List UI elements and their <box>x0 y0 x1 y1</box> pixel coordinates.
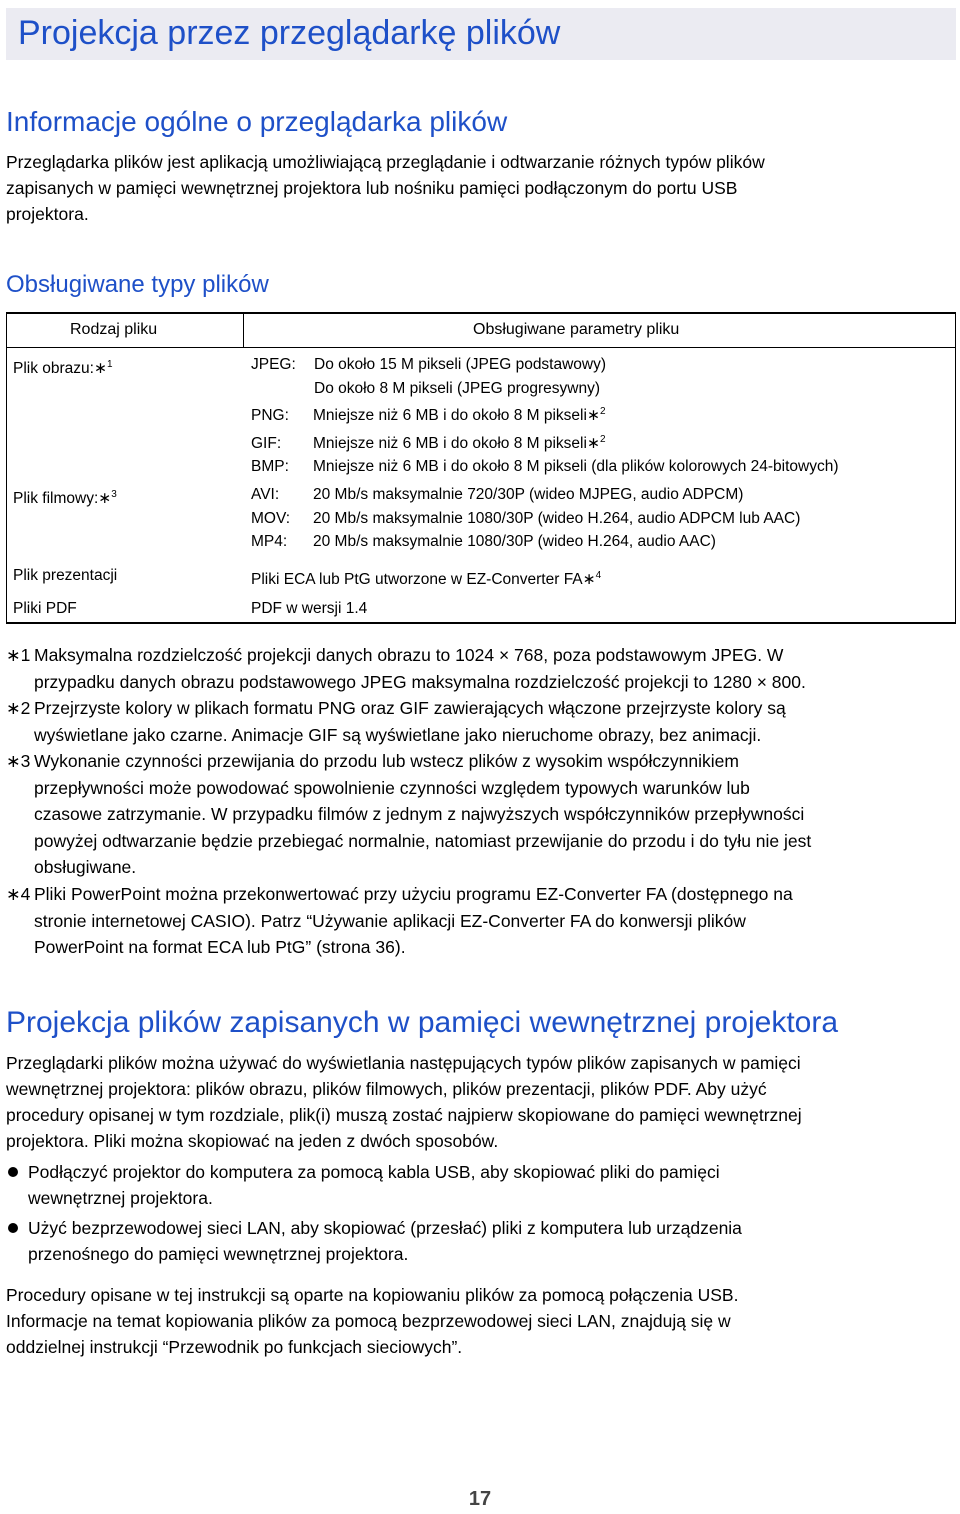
intro-paragraph <box>6 149 956 227</box>
bullet-icon <box>8 1223 18 1233</box>
section-heading-internal-memory: Projekcja plików zapisanych w pamięci wewnętrznej projektora <box>6 1006 839 1039</box>
param-line: AVI: 20 Mb/s maksymalnie 720/30P (wideo MJPEG, audio ADPCM) <box>251 486 744 503</box>
file-types-table <box>6 312 956 624</box>
param-line: BMP: Mniejsze niż 6 MB i do około 8 M pikseli (dla plików kolorowych 24-bitowych) <box>251 458 839 476</box>
footnote-1: ∗1 Maksymalna rozdzielczość projekcji danych obrazu to 1024 × 768, poza podstawowym JPEG. W przypadku danych obrazu podstawowego JPEG maksymalna rozdzielczość projekcji to 1280 × 800. <box>6 645 806 692</box>
intro-line: projektora. <box>6 204 89 224</box>
param-line: JPEG: Do około 15 M pikseli (JPEG podstawowy) <box>251 356 607 373</box>
col-header-type: Rodzaj pliku <box>70 321 158 338</box>
title-bar <box>6 8 956 60</box>
row-type-pdf: Pliki PDF <box>13 600 77 617</box>
row-params-presentation: Pliki ECA lub PtG utworzone w EZ-Converter FA∗$^4$ <box>251 570 602 589</box>
footnote-2: ∗2 Przejrzyste kolory w plikach formatu PNG oraz GIF zawierających włączone przejrzyste kolory są wyświetlane jako czarne. Animacje GIF są wyświetlane jako nieruchome obrazy, bez animacji. <box>6 698 786 745</box>
table-header <box>7 314 955 348</box>
row-params-movie <box>251 483 800 554</box>
row-type-presentation: Plik prezentacji <box>13 567 118 584</box>
row-params-pdf: PDF w wersji 1.4 <box>251 600 368 617</box>
intro-line: Przeglądarka plików jest aplikacją umożliwiającą przeglądanie i odtwarzanie różnych typów plików <box>6 152 765 172</box>
page-number: 17 <box>468 1488 492 1510</box>
row-params-image <box>251 353 839 479</box>
section2-outro: Procedury opisane w tej instrukcji są oparte na kopiowaniu plików za pomocą połączenia USB. Informacje na temat kopiowania plików za pomocą bezprzewodowej sieci LAN, znajdują się w oddzielnej instrukcji “Przewodnik po funkcjach sieciowych”. <box>6 1285 739 1357</box>
param-line: PNG: Mniejsze niż 6 MB i do około 8 M pikseli∗$^2$ <box>251 406 606 425</box>
footnote-3: ∗3 Wykonanie czynności przewijania do przodu lub wstecz plików z wysokim współczynnikiem przepływności może powodować spowolnienie czynności względem typowych warunków lub czasowe zatrzymanie. W przypadku filmów z jednym z najwyższych współczynników przepływności powyżej odtwarzanie będzie przebiegać normalnie, natomiast przewijanie do przodu i do tyłu nie jest obsługiwane. <box>6 751 812 877</box>
col-header-params: Obsługiwane parametry pliku <box>473 321 680 338</box>
intro-line: zapisanych w pamięci wewnętrznej projektora lub nośniku pamięci podłączonym do portu USB <box>6 178 738 198</box>
section2-intro: Przeglądarki plików można używać do wyświetlania następujących typów plików zapisanych w pamięci wewnętrznej projektora: plików obrazu, plików filmowych, plików prezentacji, plików PDF. Aby użyć procedury opisanej w tym rozdziale, plik(i) muszą zostać najpierw skopiowane do pamięci wewnętrznej projektora. Pliki można skopiować na jeden z dwóch sposobów. <box>6 1053 802 1151</box>
section-heading-general: Informacje ogólne o przeglądarka plików <box>6 106 508 137</box>
subsection-heading-file-types: Obsługiwane typy plików <box>6 271 269 298</box>
bullet-icon <box>8 1167 18 1177</box>
param-line: GIF: Mniejsze niż 6 MB i do około 8 M pikseli∗$^2$ <box>251 433 606 452</box>
row-type-image: Plik obrazu:∗$^1$ <box>13 359 113 378</box>
param-line: MOV: 20 Mb/s maksymalnie 1080/30P (wideo H.264, audio ADPCM lub AAC) <box>251 509 801 527</box>
footnote-4: ∗4 Pliki PowerPoint można przekonwertować przy użyciu programu EZ-Converter FA (dostępnego na stronie internetowej CASIO). Patrz “Używanie aplikacji EZ-Converter FA do konwersji plików PowerPoint na format ECA lub PtG” (strona 36). <box>6 884 793 957</box>
row-type-movie: Plik filmowy:∗$^3$ <box>13 489 117 508</box>
bullet-item: Użyć bezprzewodowej sieci LAN, aby skopiować (przesłać) pliki z komputera lub urządzenia przenośnego do pamięci wewnętrznej projektora. <box>6 1215 956 1267</box>
bullet-item: Podłączyć projektor do komputera za pomocą kabla USB, aby skopiować pliki do pamięci wewnętrznej projektora. <box>6 1159 956 1211</box>
param-line: MP4: 20 Mb/s maksymalnie 1080/30P (wideo H.264, audio AAC) <box>251 533 716 550</box>
param-line: Do około 8 M pikseli (JPEG progresywny) <box>314 379 600 397</box>
page-title: Projekcja przez przeglądarkę plików <box>18 14 561 52</box>
